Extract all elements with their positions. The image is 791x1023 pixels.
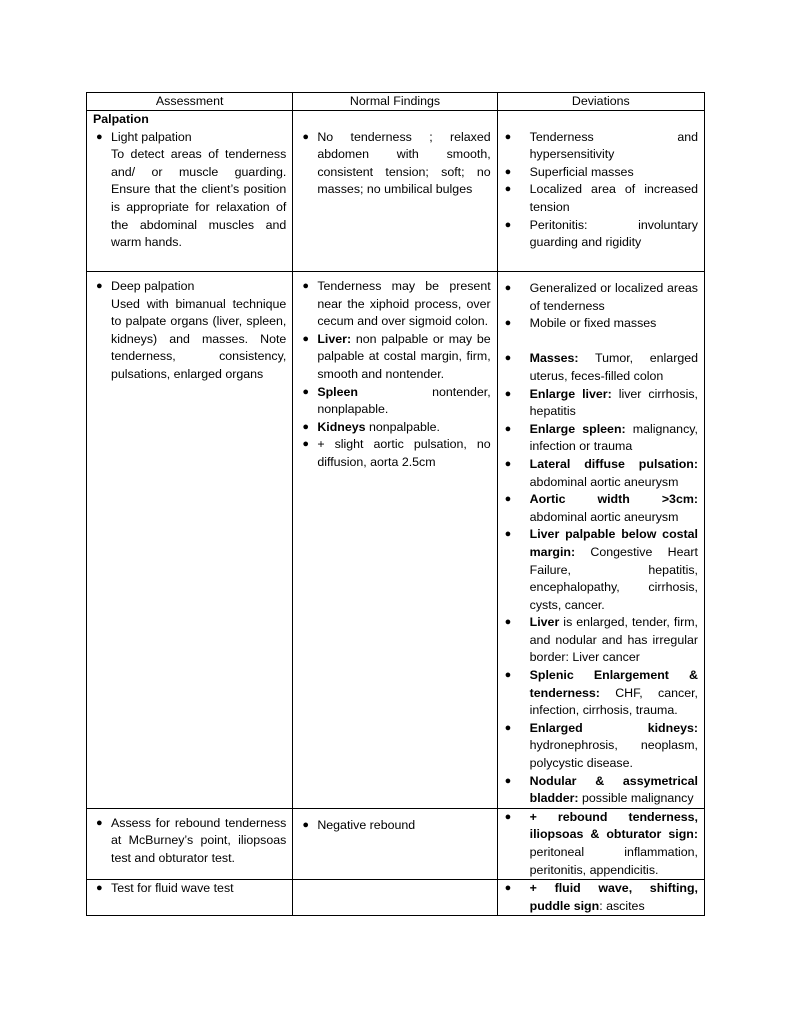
bullet-icon: ●	[504, 183, 512, 196]
list-item: ● Liver: non palpable or may be palpable at costal margin, firm, smooth and nontender.	[302, 331, 491, 381]
list-item: ● Enlarge spleen: malignancy, infection or trauma	[504, 421, 698, 454]
bullet-icon: ●	[302, 280, 309, 292]
list-item: ● Enlarge liver: liver cirrhosis, hepatitis	[504, 386, 698, 419]
bullet-icon: ●	[302, 130, 309, 143]
bullet-icon: ●	[504, 387, 512, 400]
list-item: ● + fluid wave, shifting, puddle sign: ascites	[504, 881, 698, 913]
list-item: ● Superficial masses	[504, 164, 698, 182]
cell-light-deviations	[497, 111, 704, 262]
bullet-icon: ●	[504, 616, 512, 629]
list-item: ● Nodular & assymetrical bladder: possible malignancy	[504, 773, 698, 806]
bullet-icon: ●	[96, 816, 103, 829]
list-item: ● Localized area of increased tension	[504, 182, 698, 214]
bullet-icon: ●	[504, 352, 512, 365]
header-normal-findings: Normal Findings	[293, 93, 497, 111]
list-item: ● Tenderness and hypersensitivity	[504, 129, 698, 162]
bullet-icon: ●	[302, 438, 309, 451]
list-item: ● Liver is enlarged, tender, firm, and nodular and has irregular border: Liver cancer	[504, 615, 698, 665]
cell-deep-assessment	[87, 272, 293, 809]
bullet-icon: ●	[302, 385, 309, 398]
bullet-icon: ●	[504, 282, 512, 294]
header-deviations: Deviations	[497, 93, 704, 111]
row-gap	[87, 261, 705, 272]
bullet-icon: ●	[302, 420, 309, 433]
list-item: ● Spleen nontender, nonplapable.	[302, 384, 491, 417]
bullet-icon: ●	[302, 332, 309, 345]
bullet-icon: ●	[504, 669, 512, 682]
row-fluid-wave	[87, 880, 705, 916]
bullet-icon: ●	[504, 882, 512, 895]
bullet-icon: ●	[504, 317, 512, 330]
list-item: ● Aortic width >3cm: abdominal aortic aneurysm	[504, 492, 698, 524]
bullet-icon: ●	[96, 882, 103, 895]
row-light-palpation	[87, 111, 705, 262]
list-item: ● Splenic Enlargement & tenderness: CHF, cancer, infection, cirrhosis, trauma.	[504, 668, 698, 718]
bullet-icon: ●	[504, 165, 512, 178]
palpation-table	[86, 92, 705, 916]
bullet-icon: ●	[302, 818, 309, 831]
list-item: ● Generalized or localized areas of tenderness	[504, 281, 698, 313]
row-rebound-tenderness	[87, 808, 705, 879]
list-item: ● Test for fluid wave test	[93, 880, 286, 898]
list-item: ● Enlarged kidneys: hydronephrosis, neoplasm, polycystic disease.	[504, 720, 698, 771]
cell-deep-deviations	[497, 272, 704, 809]
bullet-icon: ●	[504, 493, 512, 506]
bullet-icon: ●	[504, 457, 512, 470]
deep-palpation-description: Used with bimanual technique to palpate organs (liver, spleen, kidneys) and masses. Note tenderness, consistency, pulsations, enlarged organs	[111, 296, 287, 381]
list-item: ● No tenderness ; relaxed abdomen with smooth, consistent tension; soft; no masses; no umbilical bulges	[302, 129, 491, 197]
cell-deep-normal	[293, 272, 497, 809]
cell-light-assessment	[87, 111, 293, 262]
cell-fluid-deviations	[497, 880, 704, 916]
list-item: ● Assess for rebound tenderness at McBurney’s point, iliopsoas test and obturator test.	[96, 815, 287, 865]
bullet-icon: ●	[504, 218, 512, 231]
bullet-icon: ●	[504, 721, 512, 734]
list-item: ● Light palpation	[93, 129, 286, 147]
header-assessment: Assessment	[87, 93, 293, 111]
bullet-icon: ●	[504, 810, 512, 823]
cell-fluid-assessment	[87, 880, 293, 916]
bullet-icon: ●	[504, 130, 512, 143]
cell-fluid-normal	[293, 880, 497, 916]
list-item: ● Mobile or fixed masses	[504, 315, 698, 333]
cell-rebound-deviations	[497, 808, 704, 879]
list-item: ● Liver palpable below costal margin: Congestive Heart Failure, hepatitis, encephalopathy, cirrhosis, cysts, cancer.	[504, 527, 698, 612]
list-item: ● + rebound tenderness, iliopsoas & obturator sign: peritoneal inflammation, peritonitis, appendicitis.	[504, 809, 698, 877]
list-item: ● Masses: Tumor, enlarged uterus, feces-filled colon	[504, 351, 698, 383]
bullet-icon: ●	[504, 774, 512, 787]
list-item: ● Tenderness may be present near the xiphoid process, over cecum and over sigmoid colon.	[302, 279, 491, 329]
cell-light-normal	[293, 111, 497, 262]
list-item: ● Negative rebound	[299, 817, 490, 835]
row-deep-palpation	[87, 272, 705, 809]
list-item: ● Deep palpation	[93, 278, 286, 296]
cell-rebound-assessment	[87, 808, 293, 879]
bullet-icon: ●	[96, 130, 103, 143]
cell-rebound-normal	[293, 808, 497, 879]
header-row	[87, 93, 705, 111]
light-palpation-description: To detect areas of tenderness and/ or muscle guarding. Ensure that the client’s position is appropriate for relaxation of the abdominal muscles and warm hands.	[111, 147, 287, 250]
list-item: ● + slight aortic pulsation, no diffusion, aorta 2.5cm	[302, 437, 491, 469]
list-item: ● Peritonitis: involuntary guarding and rigidity	[504, 217, 698, 250]
list-item: ● Kidneys nonpalpable.	[299, 419, 490, 437]
bullet-icon: ●	[504, 422, 512, 435]
section-title: Palpation	[93, 112, 149, 126]
bullet-icon: ●	[504, 528, 512, 541]
list-item: ● Lateral diffuse pulsation: abdominal aortic aneurysm	[504, 456, 698, 489]
bullet-icon: ●	[96, 280, 103, 292]
